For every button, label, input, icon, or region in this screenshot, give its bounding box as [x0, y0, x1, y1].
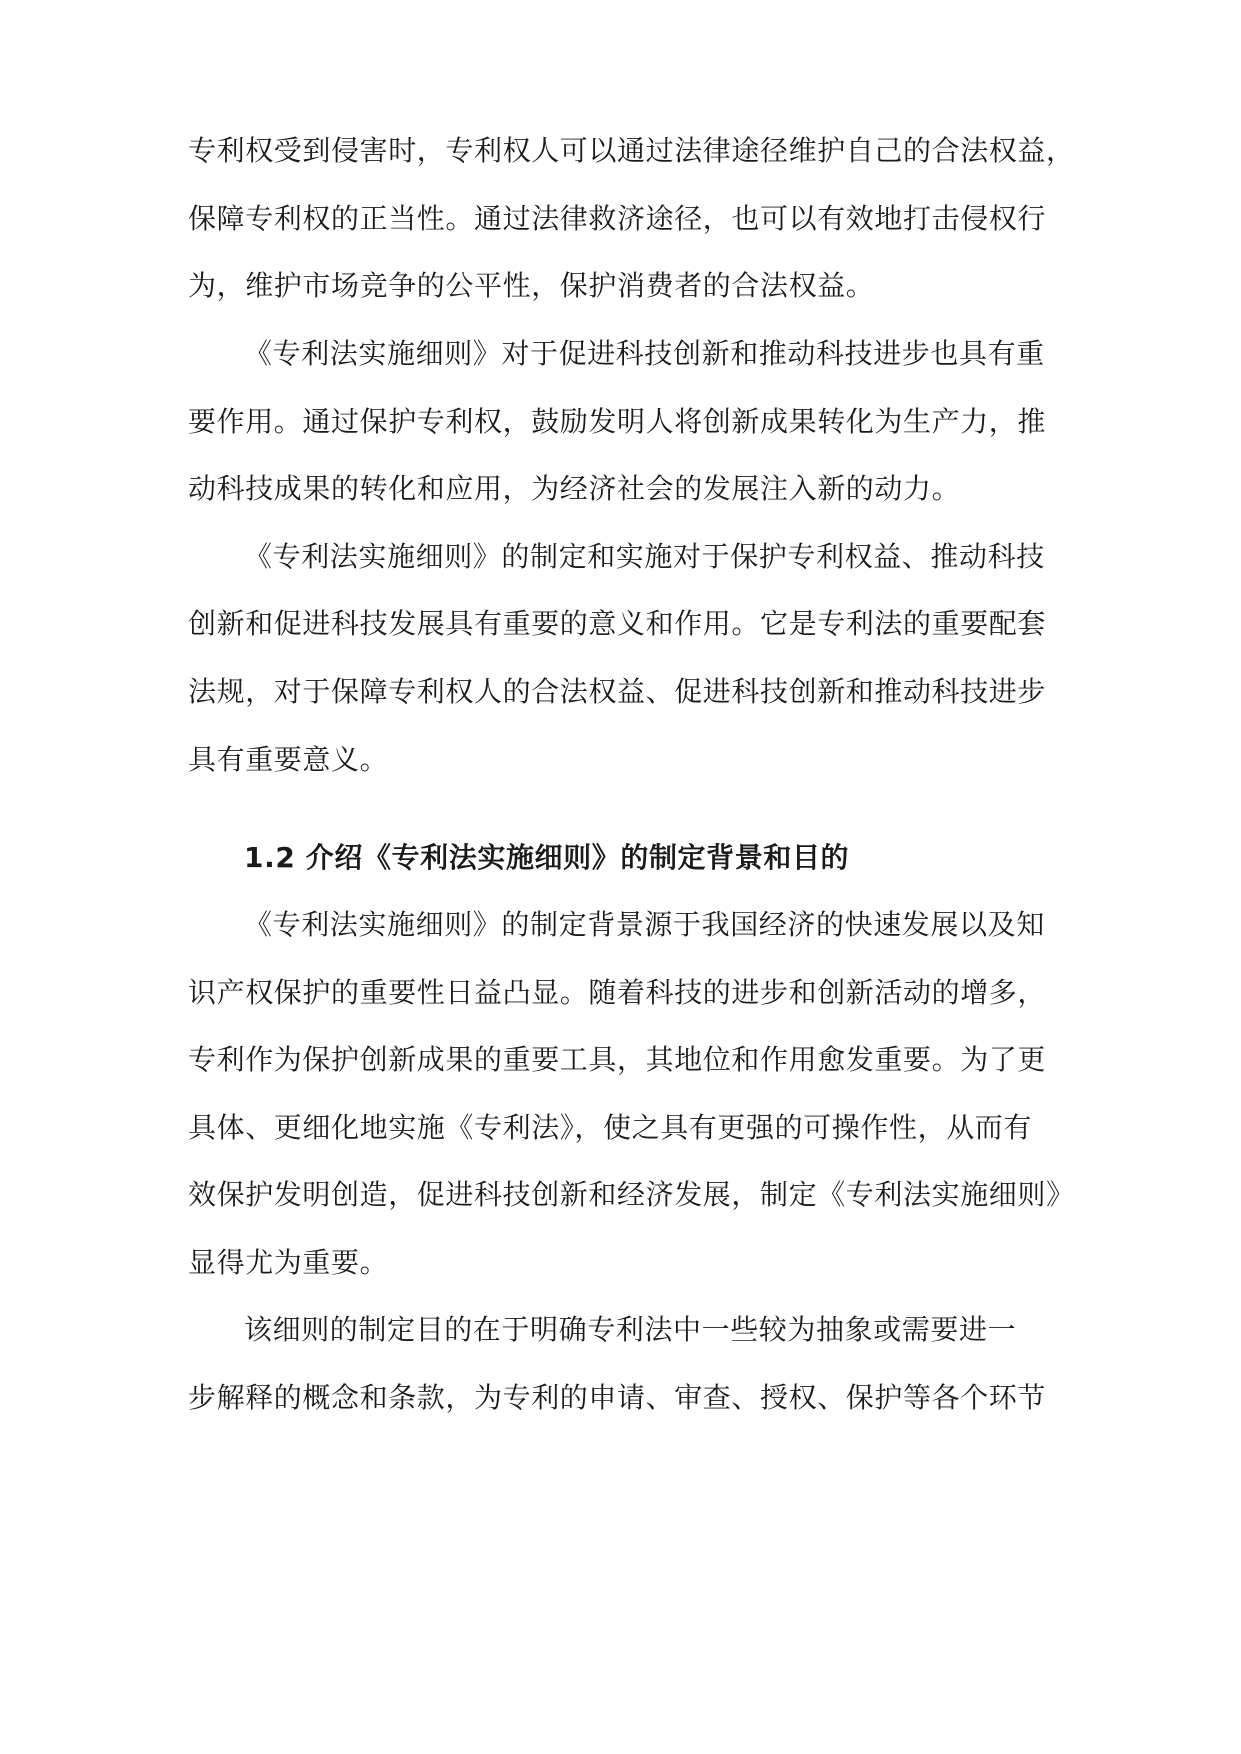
section-paragraph-1-line-3: 专利作为保护创新成果的重要工具，其地位和作用愈发重要。为了更 — [188, 1043, 1047, 1076]
section-paragraph-1-line-2: 识产权保护的重要性日益凸显。随着科技的进步和创新活动的增多， — [188, 976, 1047, 1009]
paragraph-3-line-3: 法规，对于保障专利权人的合法权益、促进科技创新和推动科技进步 — [188, 675, 1047, 708]
paragraph-1-line-2: 保障专利权的正当性。通过法律救济途径，也可以有效地打击侵权行 — [188, 202, 1047, 235]
section-paragraph-1-line-4: 具体、更细化地实施《专利法》，使之具有更强的可操作性，从而有 — [188, 1111, 1033, 1144]
section-paragraph-1-line-1: 《专利法实施细则》的制定背景源于我国经济的快速发展以及知 — [244, 908, 1045, 941]
section-paragraph-1-line-6: 显得尤为重要。 — [188, 1246, 389, 1279]
paragraph-3-line-2: 创新和促进科技发展具有重要的意义和作用。它是专利法的重要配套 — [188, 607, 1047, 640]
section-heading: 1.2 介绍《专利法实施细则》的制定背景和目的 — [244, 841, 850, 874]
paragraph-3-line-4: 具有重要意义。 — [188, 743, 389, 776]
paragraph-2-line-1: 《专利法实施细则》对于促进科技创新和推动科技进步也具有重 — [244, 337, 1045, 370]
paragraph-2-line-2: 要作用。通过保护专利权，鼓励发明人将创新成果转化为生产力，推 — [188, 405, 1047, 438]
paragraph-3-line-1: 《专利法实施细则》的制定和实施对于保护专利权益、推动科技 — [244, 540, 1045, 573]
section-paragraph-1-line-5: 效保护发明创造，促进科技创新和经济发展，制定《专利法实施细则》 — [188, 1178, 1075, 1211]
section-paragraph-2-line-2: 步解释的概念和条款，为专利的申请、审查、授权、保护等各个环节 — [188, 1381, 1047, 1414]
paragraph-2-line-3: 动科技成果的转化和应用，为经济社会的发展注入新的动力。 — [188, 472, 961, 505]
section-paragraph-2-line-1: 该细则的制定目的在于明确专利法中一些较为抽象或需要进一 — [244, 1313, 1017, 1346]
paragraph-1-line-3: 为，维护市场竞争的公平性，保护消费者的合法权益。 — [188, 269, 875, 302]
paragraph-1-line-1: 专利权受到侵害时，专利权人可以通过法律途径维护自己的合法权益， — [188, 134, 1075, 167]
